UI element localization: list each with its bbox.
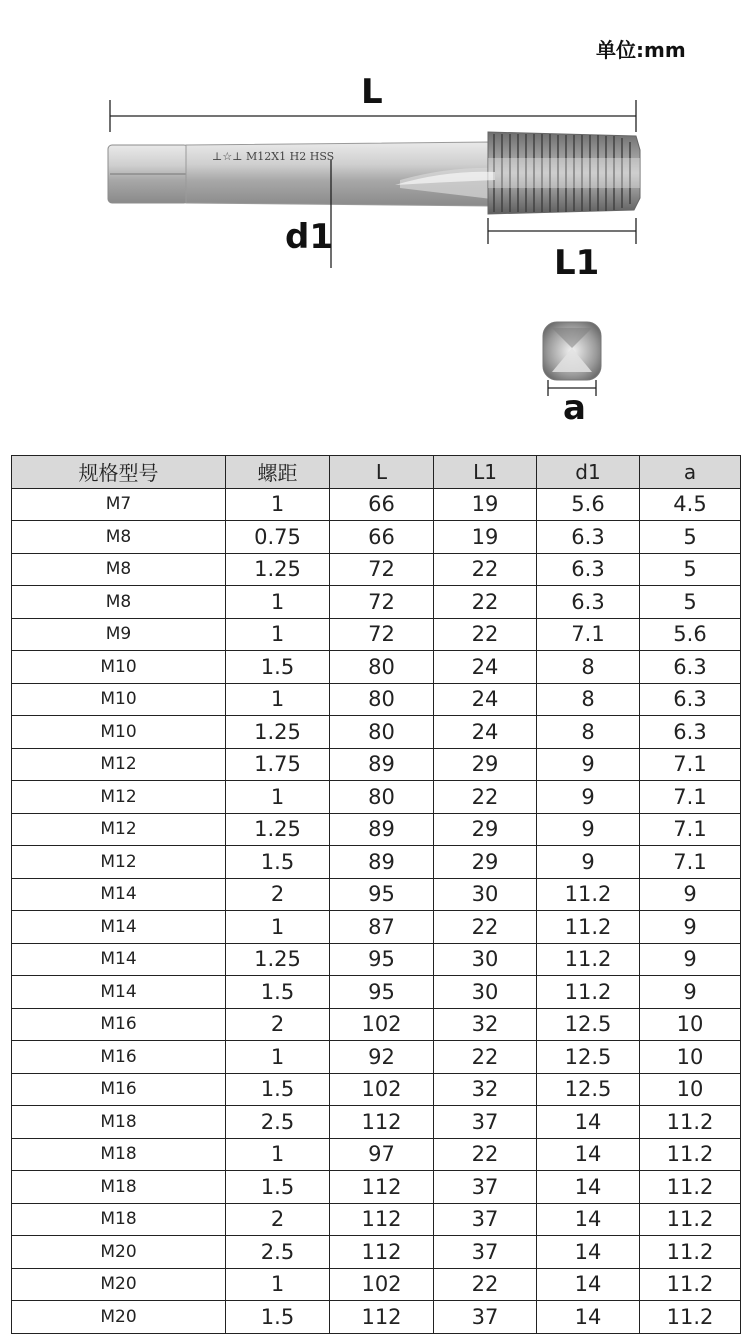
label-a: a — [563, 388, 586, 428]
cell-model: M14 — [12, 943, 226, 976]
table-row — [12, 911, 741, 944]
tap-diagram — [0, 60, 750, 440]
unit-label: 单位:mm — [596, 38, 686, 62]
table-row — [12, 1301, 741, 1334]
cell-L1: 22 — [434, 1268, 537, 1301]
table-row — [12, 813, 741, 846]
cell-L: 66 — [330, 521, 434, 554]
table-row — [12, 683, 741, 716]
cell-d1: 14 — [537, 1171, 640, 1204]
table-row — [12, 1073, 741, 1106]
cell-d1: 14 — [537, 1268, 640, 1301]
cell-pitch: 0.75 — [226, 521, 330, 554]
cell-L1: 22 — [434, 586, 537, 619]
cell-L: 72 — [330, 586, 434, 619]
cell-a: 11.2 — [640, 1236, 741, 1269]
table-row — [12, 553, 741, 586]
tap-drawing — [0, 60, 750, 440]
cell-d1: 14 — [537, 1138, 640, 1171]
cell-model: M16 — [12, 1073, 226, 1106]
table-row — [12, 488, 741, 521]
cell-a: 7.1 — [640, 813, 741, 846]
table-row — [12, 748, 741, 781]
cell-L: 112 — [330, 1203, 434, 1236]
cell-a: 11.2 — [640, 1106, 741, 1139]
cell-model: M12 — [12, 846, 226, 879]
cell-pitch: 1 — [226, 911, 330, 944]
cell-a: 4.5 — [640, 488, 741, 521]
table-row — [12, 1203, 741, 1236]
table-row — [12, 943, 741, 976]
cell-L1: 37 — [434, 1301, 537, 1334]
cell-L1: 30 — [434, 943, 537, 976]
cell-pitch: 1 — [226, 1138, 330, 1171]
cell-a: 7.1 — [640, 748, 741, 781]
cell-L1: 22 — [434, 553, 537, 586]
cell-pitch: 1 — [226, 1041, 330, 1074]
cell-d1: 12.5 — [537, 1073, 640, 1106]
cell-L1: 29 — [434, 846, 537, 879]
cell-model: M18 — [12, 1171, 226, 1204]
cell-model: M14 — [12, 911, 226, 944]
cell-a: 10 — [640, 1008, 741, 1041]
cell-pitch: 1.5 — [226, 1073, 330, 1106]
table-row — [12, 618, 741, 651]
cell-L: 80 — [330, 683, 434, 716]
cell-a: 6.3 — [640, 716, 741, 749]
cell-L: 112 — [330, 1106, 434, 1139]
cell-L1: 24 — [434, 651, 537, 684]
cell-a: 7.1 — [640, 781, 741, 814]
cell-pitch: 1 — [226, 683, 330, 716]
cell-model: M16 — [12, 1041, 226, 1074]
cell-d1: 14 — [537, 1106, 640, 1139]
cell-a: 11.2 — [640, 1171, 741, 1204]
header-model: 规格型号 — [12, 456, 226, 489]
cell-L: 72 — [330, 553, 434, 586]
cell-pitch: 1.5 — [226, 1171, 330, 1204]
table-row — [12, 716, 741, 749]
cell-a: 9 — [640, 976, 741, 1009]
table-row — [12, 1106, 741, 1139]
cell-L1: 29 — [434, 748, 537, 781]
cell-d1: 9 — [537, 846, 640, 879]
cell-a: 11.2 — [640, 1301, 741, 1334]
cell-d1: 14 — [537, 1203, 640, 1236]
cell-L1: 19 — [434, 521, 537, 554]
cell-pitch: 2.5 — [226, 1106, 330, 1139]
table-row — [12, 521, 741, 554]
cell-L: 72 — [330, 618, 434, 651]
cell-a: 11.2 — [640, 1268, 741, 1301]
cell-a: 7.1 — [640, 846, 741, 879]
cell-model: M18 — [12, 1138, 226, 1171]
cell-L: 112 — [330, 1171, 434, 1204]
cell-pitch: 1.5 — [226, 846, 330, 879]
cell-model: M8 — [12, 521, 226, 554]
cell-L1: 29 — [434, 813, 537, 846]
cell-L1: 22 — [434, 781, 537, 814]
cell-model: M14 — [12, 976, 226, 1009]
cell-pitch: 2 — [226, 1008, 330, 1041]
header-L1: L1 — [434, 456, 537, 489]
header-L: L — [330, 456, 434, 489]
cell-model: M14 — [12, 878, 226, 911]
cell-model: M12 — [12, 781, 226, 814]
cell-L: 102 — [330, 1073, 434, 1106]
cell-L: 95 — [330, 976, 434, 1009]
cell-L1: 22 — [434, 911, 537, 944]
cell-d1: 6.3 — [537, 553, 640, 586]
cell-L: 97 — [330, 1138, 434, 1171]
cell-model: M8 — [12, 586, 226, 619]
cell-d1: 6.3 — [537, 586, 640, 619]
table-row — [12, 586, 741, 619]
cell-L1: 37 — [434, 1171, 537, 1204]
cell-L1: 32 — [434, 1008, 537, 1041]
table-row — [12, 1171, 741, 1204]
cell-L: 89 — [330, 748, 434, 781]
cell-a: 11.2 — [640, 1138, 741, 1171]
cell-d1: 11.2 — [537, 911, 640, 944]
table-row — [12, 1041, 741, 1074]
cell-model: M10 — [12, 651, 226, 684]
cell-d1: 6.3 — [537, 521, 640, 554]
cell-L: 66 — [330, 488, 434, 521]
cell-pitch: 2 — [226, 1203, 330, 1236]
cell-d1: 8 — [537, 716, 640, 749]
cell-d1: 11.2 — [537, 943, 640, 976]
table-row — [12, 846, 741, 879]
cell-d1: 12.5 — [537, 1008, 640, 1041]
cell-L: 89 — [330, 813, 434, 846]
cell-d1: 14 — [537, 1236, 640, 1269]
table-row — [12, 651, 741, 684]
table-body — [12, 488, 741, 1333]
cell-L: 87 — [330, 911, 434, 944]
cell-L1: 24 — [434, 683, 537, 716]
cell-L1: 37 — [434, 1106, 537, 1139]
cell-L1: 24 — [434, 716, 537, 749]
cell-a: 9 — [640, 911, 741, 944]
cell-pitch: 1.5 — [226, 1301, 330, 1334]
cell-d1: 9 — [537, 781, 640, 814]
table-row — [12, 1138, 741, 1171]
cell-model: M8 — [12, 553, 226, 586]
table-row — [12, 781, 741, 814]
spec-table — [11, 455, 741, 1334]
cell-d1: 8 — [537, 651, 640, 684]
tool-marking: ⊥☆⊥ M12X1 H2 HSS — [212, 150, 335, 163]
cell-L1: 22 — [434, 1041, 537, 1074]
cell-pitch: 1 — [226, 586, 330, 619]
cell-model: M20 — [12, 1268, 226, 1301]
cell-pitch: 1.5 — [226, 976, 330, 1009]
cell-pitch: 1.25 — [226, 813, 330, 846]
cell-model: M16 — [12, 1008, 226, 1041]
cell-L1: 22 — [434, 618, 537, 651]
cell-L: 95 — [330, 878, 434, 911]
header-a: a — [640, 456, 741, 489]
cell-a: 5.6 — [640, 618, 741, 651]
cell-a: 6.3 — [640, 651, 741, 684]
cell-L: 92 — [330, 1041, 434, 1074]
cell-a: 10 — [640, 1073, 741, 1106]
cell-d1: 14 — [537, 1301, 640, 1334]
cell-d1: 11.2 — [537, 878, 640, 911]
cell-pitch: 1.25 — [226, 553, 330, 586]
label-L1: L1 — [554, 243, 600, 283]
cell-pitch: 1.25 — [226, 716, 330, 749]
cell-L: 112 — [330, 1301, 434, 1334]
cell-d1: 9 — [537, 813, 640, 846]
table-row — [12, 878, 741, 911]
cell-L1: 30 — [434, 976, 537, 1009]
cell-L1: 37 — [434, 1236, 537, 1269]
cell-L1: 37 — [434, 1203, 537, 1236]
cell-a: 11.2 — [640, 1203, 741, 1236]
cell-model: M12 — [12, 813, 226, 846]
cell-a: 9 — [640, 943, 741, 976]
cell-model: M20 — [12, 1236, 226, 1269]
cell-a: 6.3 — [640, 683, 741, 716]
table-row — [12, 1008, 741, 1041]
square-end-view — [543, 322, 601, 380]
cell-model: M18 — [12, 1203, 226, 1236]
table-row — [12, 976, 741, 1009]
cell-L1: 22 — [434, 1138, 537, 1171]
cell-L1: 32 — [434, 1073, 537, 1106]
cell-d1: 11.2 — [537, 976, 640, 1009]
cell-model: M20 — [12, 1301, 226, 1334]
label-L: L — [361, 72, 383, 112]
table-row — [12, 1268, 741, 1301]
cell-d1: 12.5 — [537, 1041, 640, 1074]
cell-a: 5 — [640, 586, 741, 619]
cell-pitch: 1 — [226, 781, 330, 814]
cell-pitch: 2 — [226, 878, 330, 911]
label-d1: d1 — [285, 217, 333, 257]
cell-L: 80 — [330, 651, 434, 684]
header-pitch: 螺距 — [226, 456, 330, 489]
table-row — [12, 1236, 741, 1269]
cell-pitch: 1.75 — [226, 748, 330, 781]
cell-a: 5 — [640, 521, 741, 554]
cell-pitch: 1 — [226, 488, 330, 521]
dimension-L1 — [488, 218, 636, 244]
cell-L: 112 — [330, 1236, 434, 1269]
cell-L: 102 — [330, 1268, 434, 1301]
cell-d1: 9 — [537, 748, 640, 781]
cell-d1: 7.1 — [537, 618, 640, 651]
cell-pitch: 2.5 — [226, 1236, 330, 1269]
cell-pitch: 1.25 — [226, 943, 330, 976]
cell-model: M10 — [12, 683, 226, 716]
cell-L: 89 — [330, 846, 434, 879]
cell-pitch: 1 — [226, 1268, 330, 1301]
cell-model: M10 — [12, 716, 226, 749]
cell-L: 95 — [330, 943, 434, 976]
cell-a: 5 — [640, 553, 741, 586]
cell-L: 80 — [330, 716, 434, 749]
cell-model: M18 — [12, 1106, 226, 1139]
cell-L: 102 — [330, 1008, 434, 1041]
cell-pitch: 1.5 — [226, 651, 330, 684]
cell-a: 9 — [640, 878, 741, 911]
cell-model: M9 — [12, 618, 226, 651]
cell-L: 80 — [330, 781, 434, 814]
cell-model: M7 — [12, 488, 226, 521]
cell-model: M12 — [12, 748, 226, 781]
cell-pitch: 1 — [226, 618, 330, 651]
header-d1: d1 — [537, 456, 640, 489]
cell-L1: 30 — [434, 878, 537, 911]
cell-L1: 19 — [434, 488, 537, 521]
cell-d1: 5.6 — [537, 488, 640, 521]
cell-d1: 8 — [537, 683, 640, 716]
table-header-row — [12, 456, 741, 489]
cell-a: 10 — [640, 1041, 741, 1074]
